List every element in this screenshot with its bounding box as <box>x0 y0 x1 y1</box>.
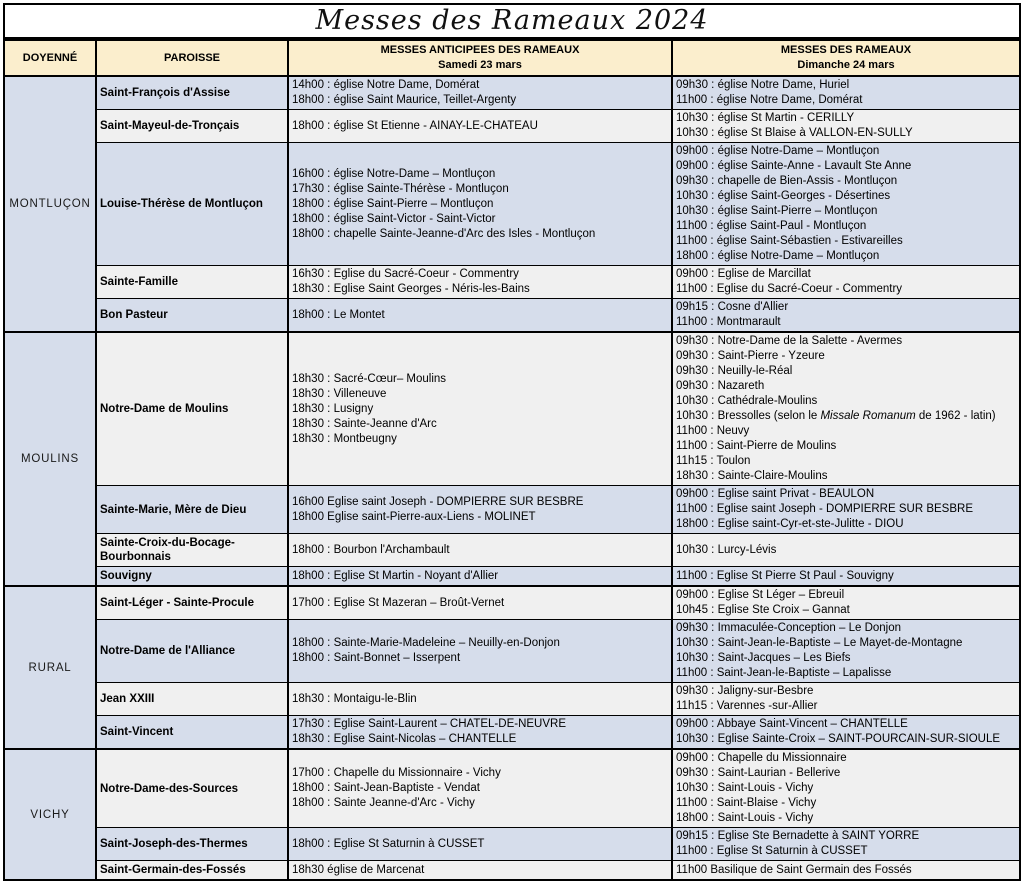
mass-time-entry: 10h30 : église Saint-Pierre – Montluçon <box>676 205 878 217</box>
sunday-masses-cell <box>672 683 1020 716</box>
mass-time-entry: 18h30 : Villeneuve <box>292 387 387 400</box>
sunday-masses-cell <box>672 716 1020 750</box>
parish-cell: Souvigny <box>96 567 288 587</box>
mass-time-entry: 11h00 : Saint-Pierre de Moulins <box>676 440 837 452</box>
mass-time-entry: 18h00 : Saint-Louis - Vichy <box>676 812 814 824</box>
table-row <box>4 828 1020 861</box>
doyenne-cell: MOULINS <box>4 332 96 586</box>
mass-time-entry: 18h30 : Sacré-Cœur– Moulins <box>292 372 447 385</box>
table-row <box>4 683 1020 716</box>
mass-time-entry: 18h00 : église St Etienne - AINAY-LE-CHATEAU <box>292 119 538 132</box>
mass-time-entry: 11h00 : Saint-Blaise - Vichy <box>676 797 817 809</box>
mass-time-entry: 10h30 : église Saint-Georges - Désertines <box>676 190 891 202</box>
mass-time-entry: 09h30 : Saint-Pierre - Yzeure <box>676 350 825 362</box>
parish-cell: Saint-Vincent <box>96 716 288 750</box>
mass-time-entry: 10h30 : Lurcy-Lévis <box>676 543 777 556</box>
table-row <box>4 299 1020 333</box>
table-row <box>4 534 1020 567</box>
mass-time-entry: 18h00 : Eglise St Martin - Noyant d'Allier <box>292 569 499 582</box>
saturday-masses-cell <box>288 299 672 333</box>
sunday-masses-cell <box>672 861 1020 881</box>
mass-time-entry: 18h00 : église Saint-Pierre – Montluçon <box>292 197 494 210</box>
mass-time-entry: 18h30 : Sainte-Jeanne d'Arc <box>292 417 437 430</box>
mass-time-entry: 09h00 : Eglise saint Privat - BEAULON <box>676 488 875 500</box>
mass-time-entry: 11h15 : Varennes -sur-Allier <box>676 700 818 712</box>
parish-cell: Saint-Germain-des-Fossés <box>96 861 288 881</box>
mass-time-entry: 10h30 : Bressolles (selon le Missale Romanum de 1962 - latin) <box>676 410 996 422</box>
mass-time-entry: 11h00 : église Notre Dame, Domérat <box>676 94 863 106</box>
saturday-masses-cell <box>288 567 672 587</box>
mass-time-entry: 18h00 : église Saint Maurice, Teillet-Argenty <box>292 94 517 106</box>
doyenne-cell: VICHY <box>4 749 96 880</box>
mass-time-entry: 11h00 : Montmarault <box>676 316 781 328</box>
column-header-saturday-title: MESSES ANTICIPEES DES RAMEAUX <box>380 44 580 56</box>
mass-time-entry: 10h30 : Saint-Louis - Vichy <box>676 782 814 794</box>
sunday-masses-cell <box>672 586 1020 620</box>
table-row <box>4 266 1020 299</box>
mass-time-entry: 09h30 : Immaculée-Conception – Le Donjon <box>676 622 902 634</box>
mass-time-entry: 10h45 : Eglise Ste Croix – Gannat <box>676 604 850 616</box>
parish-cell: Sainte-Croix-du-Bocage-Bourbonnais <box>96 534 288 567</box>
saturday-masses-cell <box>288 266 672 299</box>
saturday-masses-cell <box>288 716 672 750</box>
mass-time-entry: 11h00 : église Saint-Sébastien - Estivareilles <box>676 235 903 247</box>
mass-time-entry: 18h30 : Eglise Saint-Nicolas – CHANTELLE <box>292 733 517 745</box>
page-title-text: Messes des Rameaux 2024 <box>315 5 709 36</box>
mass-time-entry: 09h00 : église Sainte-Anne - Lavault Ste Anne <box>676 160 912 172</box>
table-row <box>4 749 1020 828</box>
mass-time-entry: 11h00 : Saint-Jean-le-Baptiste – Lapalisse <box>676 667 892 679</box>
mass-time-entry: 10h30 : Saint-Jean-le-Baptiste – Le Mayet-de-Montagne <box>676 637 963 649</box>
mass-time-entry: 10h30 : Eglise Sainte-Croix – SAINT-POURCAIN-SUR-SIOULE <box>676 733 1001 745</box>
mass-time-entry: 09h30 : chapelle de Bien-Assis - Montluçon <box>676 175 898 187</box>
mass-time-entry: 10h30 : Cathédrale-Moulins <box>676 395 818 407</box>
sunday-masses-cell <box>672 110 1020 143</box>
column-header-paroisse: PAROISSE <box>96 40 288 76</box>
mass-time-entry: 18h30 : Lusigny <box>292 402 374 415</box>
sunday-masses-cell <box>672 332 1020 486</box>
mass-time-entry: 11h00 : Eglise saint Joseph - DOMPIERRE SUR BESBRE <box>676 503 973 515</box>
mass-time-entry: 18h00 : Sainte-Marie-Madeleine – Neuilly-en-Donjon <box>292 637 560 649</box>
table-row <box>4 567 1020 587</box>
parish-cell: Saint-Léger - Sainte-Procule <box>96 586 288 620</box>
mass-time-entry: 18h00 : Sainte Jeanne-d'Arc - Vichy <box>292 797 475 809</box>
parish-cell: Jean XXIII <box>96 683 288 716</box>
mass-time-entry: 09h30 : Jaligny-sur-Besbre <box>676 685 814 697</box>
mass-time-entry: 18h00 : église Notre-Dame – Montluçon <box>676 250 880 262</box>
mass-time-entry: 17h30 : Eglise Saint-Laurent – CHATEL-DE-NEUVRE <box>292 718 566 730</box>
mass-time-entry: 18h30 : Montbeugny <box>292 432 397 445</box>
saturday-masses-cell <box>288 332 672 486</box>
mass-time-entry: 18h00 : Saint-Bonnet – Isserpent <box>292 652 461 664</box>
sunday-masses-cell <box>672 567 1020 587</box>
mass-time-entry: 09h30 : Nazareth <box>676 380 765 392</box>
parish-cell: Saint-Mayeul-de-Tronçais <box>96 110 288 143</box>
mass-time-entry: 18h30 église de Marcenat <box>292 863 425 876</box>
sunday-masses-cell <box>672 266 1020 299</box>
table-header <box>4 40 1020 76</box>
table-row <box>4 76 1020 110</box>
column-header-sunday-title: MESSES DES RAMEAUX <box>780 44 912 56</box>
parish-cell: Notre-Dame-des-Sources <box>96 749 288 828</box>
table-row <box>4 332 1020 486</box>
mass-time-entry: 14h00 : église Notre Dame, Domérat <box>292 79 480 91</box>
mass-time-entry: 18h00 : Eglise St Saturnin à CUSSET <box>292 837 485 850</box>
saturday-masses-cell <box>288 861 672 881</box>
mass-time-entry: 16h00 : église Notre-Dame – Montluçon <box>292 167 496 180</box>
sunday-masses-cell <box>672 749 1020 828</box>
mass-time-entry: 09h30 : Neuilly-le-Réal <box>676 365 793 377</box>
mass-time-entry: 09h15 : Cosne d'Allier <box>676 301 789 313</box>
column-header-saturday <box>288 40 672 76</box>
mass-time-entry: 18h00 : chapelle Sainte-Jeanne-d'Arc des Isles - Montluçon <box>292 227 596 240</box>
column-header-saturday-date: Samedi 23 mars <box>438 59 522 71</box>
mass-time-entry: 10h30 : église St Blaise à VALLON-EN-SULLY <box>676 127 913 139</box>
mass-time-entry: 11h00 : Eglise St Pierre St Paul - Souvigny <box>676 569 894 582</box>
mass-time-entry: 18h00 Eglise saint-Pierre-aux-Liens - MOLINET <box>292 510 536 523</box>
parish-cell: Sainte-Marie, Mère de Dieu <box>96 486 288 534</box>
mass-time-entry: 11h00 : église Saint-Paul - Montluçon <box>676 220 867 232</box>
parish-cell: Bon Pasteur <box>96 299 288 333</box>
mass-time-entry: 09h00 : Chapelle du Missionnaire <box>676 752 847 764</box>
mass-time-entry: 18h30 : Eglise Saint Georges - Néris-les-Bains <box>292 283 530 295</box>
mass-time-entry: 18h30 : Montaigu-le-Blin <box>292 692 417 705</box>
mass-time-entry: 09h30 : Saint-Laurian - Bellerive <box>676 767 841 779</box>
table-row <box>4 586 1020 620</box>
parish-cell: Sainte-Famille <box>96 266 288 299</box>
sunday-masses-cell <box>672 76 1020 110</box>
mass-time-entry: 11h00 Basilique de Saint Germain des Fossés <box>676 863 912 876</box>
column-header-sunday <box>672 40 1020 76</box>
table-body <box>4 76 1020 880</box>
saturday-masses-cell <box>288 76 672 110</box>
mass-time-entry: 18h30 : Sainte-Claire-Moulins <box>676 470 828 482</box>
parish-cell: Notre-Dame de Moulins <box>96 332 288 486</box>
mass-time-entry: 09h00 : Eglise de Marcillat <box>676 268 811 280</box>
mass-time-entry: 09h00 : Abbaye Saint-Vincent – CHANTELLE <box>676 718 908 730</box>
sunday-masses-cell <box>672 299 1020 333</box>
table-row <box>4 110 1020 143</box>
sunday-masses-cell <box>672 534 1020 567</box>
table-row <box>4 143 1020 266</box>
table-row <box>4 620 1020 683</box>
mass-time-entry: 10h30 : église St Martin - CERILLY <box>676 112 855 124</box>
mass-time-entry: 18h00 : Saint-Jean-Baptiste - Vendat <box>292 782 480 794</box>
saturday-masses-cell <box>288 749 672 828</box>
mass-time-entry: 16h30 : Eglise du Sacré-Coeur - Commentry <box>292 268 519 280</box>
mass-time-entry: 17h00 : Eglise St Mazeran – Broût-Vernet <box>292 596 505 609</box>
saturday-masses-cell <box>288 620 672 683</box>
parish-cell: Saint-Joseph-des-Thermes <box>96 828 288 861</box>
mass-time-entry: 16h00 Eglise saint Joseph - DOMPIERRE SUR BESBRE <box>292 495 584 508</box>
doyenne-cell: RURAL <box>4 586 96 749</box>
parish-cell: Louise-Thérèse de Montluçon <box>96 143 288 266</box>
table-row <box>4 486 1020 534</box>
mass-time-entry: 09h15 : Eglise Ste Bernadette à SAINT YORRE <box>676 830 920 842</box>
saturday-masses-cell <box>288 683 672 716</box>
sunday-masses-cell <box>672 486 1020 534</box>
mass-time-entry: 11h00 : Eglise St Saturnin à CUSSET <box>676 845 868 857</box>
mass-schedule-table <box>3 39 1021 881</box>
sunday-masses-cell <box>672 143 1020 266</box>
mass-time-entry: 18h00 : église Saint-Victor - Saint-Victor <box>292 212 496 225</box>
mass-time-entry: 18h00 : Le Montet <box>292 308 385 321</box>
saturday-masses-cell <box>288 143 672 266</box>
doyenne-cell: MONTLUÇON <box>4 76 96 332</box>
mass-time-entry: 17h00 : Chapelle du Missionnaire - Vichy <box>292 767 501 779</box>
mass-time-entry: 18h00 : Eglise saint-Cyr-et-ste-Julitte - DIOU <box>676 518 904 530</box>
mass-time-entry: 10h30 : Saint-Jacques – Les Biefs <box>676 652 851 664</box>
sunday-masses-cell <box>672 828 1020 861</box>
table-row <box>4 861 1020 881</box>
page-title <box>3 3 1021 39</box>
column-header-doyenne: DOYENNÉ <box>4 40 96 76</box>
mass-time-entry: 11h00 : Neuvy <box>676 425 750 437</box>
saturday-masses-cell <box>288 534 672 567</box>
parish-cell: Saint-François d'Assise <box>96 76 288 110</box>
table-row <box>4 716 1020 750</box>
mass-time-entry: 09h00 : église Notre-Dame – Montluçon <box>676 145 880 157</box>
saturday-masses-cell <box>288 486 672 534</box>
mass-time-entry: 09h30 : Notre-Dame de la Salette - Avermes <box>676 335 903 347</box>
mass-time-entry: 09h00 : Eglise St Léger – Ebreuil <box>676 589 845 601</box>
saturday-masses-cell <box>288 110 672 143</box>
mass-time-entry: 18h00 : Bourbon l'Archambault <box>292 543 450 556</box>
mass-time-entry: 09h30 : église Notre Dame, Huriel <box>676 79 850 91</box>
sunday-masses-cell <box>672 620 1020 683</box>
mass-time-entry: 11h00 : Eglise du Sacré-Coeur - Commentry <box>676 283 903 295</box>
mass-time-entry: 17h30 : église Sainte-Thérèse - Montluçon <box>292 182 509 195</box>
mass-time-entry: 11h15 : Toulon <box>676 455 751 467</box>
parish-cell: Notre-Dame de l'Alliance <box>96 620 288 683</box>
saturday-masses-cell <box>288 586 672 620</box>
column-header-sunday-date: Dimanche 24 mars <box>797 59 895 71</box>
saturday-masses-cell <box>288 828 672 861</box>
